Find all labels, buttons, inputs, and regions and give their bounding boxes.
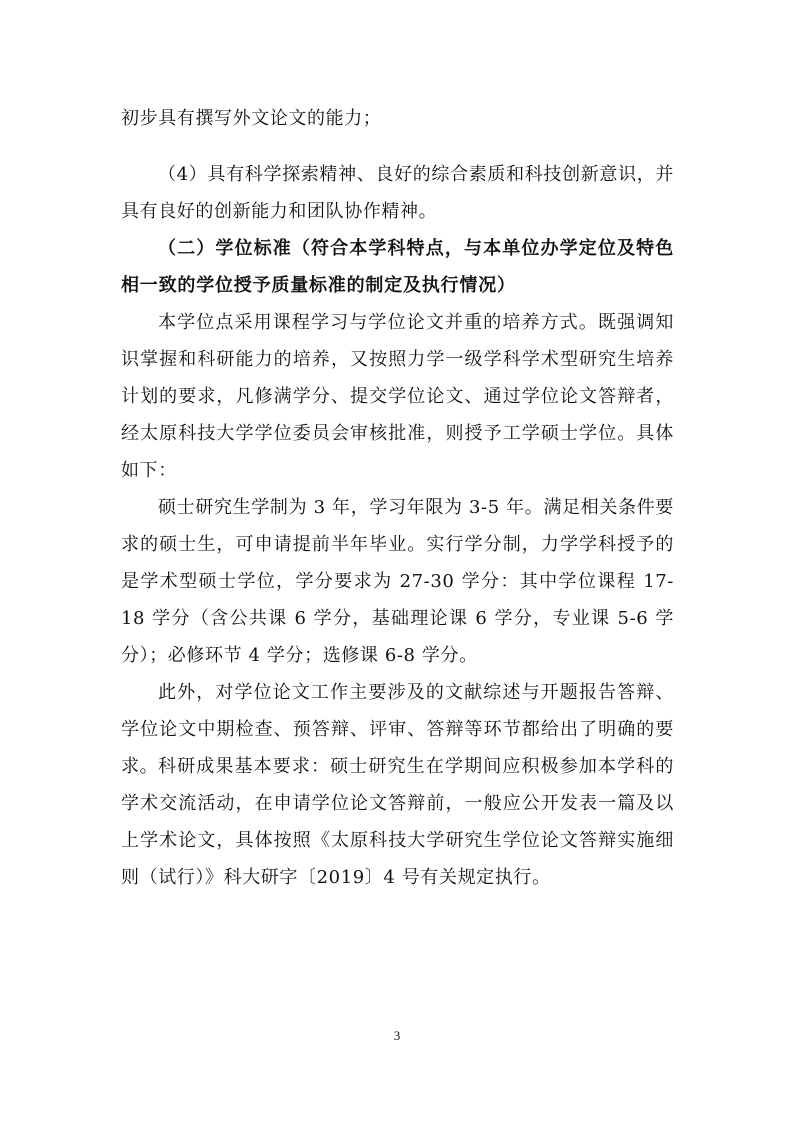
paragraph-thesis-requirements: 此外，对学位论文工作主要涉及的文献综述与开题报告答辩、学位论文中期检查、预答辩、评审、答辩等环节都给出了明确的要求。 [121,682,674,777]
paragraph-research-output: 科研成果基本要求：硕士研究生在学期间应积极参加本学科的学术交流活动，在申请学位论文答辩前，一般应公开发表一篇及以上学术论文，具体按照《太原科技大学研究生学位论文答辩实施细则（试行）》科大研字〔2019〕4 号有关规定执行。 [121,756,674,888]
page-number: 3 [393,1028,401,1043]
paragraph-innovation-spirit: （4）具有科学探索精神、良好的综合素质和科技创新意识，并具有良好的创新能力和团队协作精神。 [121,164,674,222]
section-heading-degree-standard: （二）学位标准（符合本学科特点，与本单位办学定位及特色相一致的学位授予质量标准的制定及执行情况） [121,238,674,296]
paragraph-training-mode: 本学位点采用课程学习与学位论文并重的培养方式。既强调知识掌握和科研能力的培养，又按照力学一级学科学术型研究生培养计划的要求，凡修满学分、提交学位论文、通过学位论文答辩者，经太原科技大学学位委员会审核批准，则授予工学硕士学位。具体如下： [121,312,674,481]
paragraph-ability-writing: 初步具有撰写外文论文的能力； [121,108,382,129]
paragraph-credit-requirements: 硕士研究生学制为 3 年，学习年限为 3-5 年。满足相关条件要求的硕士生，可申请提前半年毕业。实行学分制，力学学科授予的是学术型硕士学位，学分要求为 27-30 学分：其中学位课程 17-18 学分（含公共课 6 学分，基础理论课 6 学分，专业课 5-6 学分）；必修环节 4 学分；选修课 6-8 学分。 [121,497,674,666]
